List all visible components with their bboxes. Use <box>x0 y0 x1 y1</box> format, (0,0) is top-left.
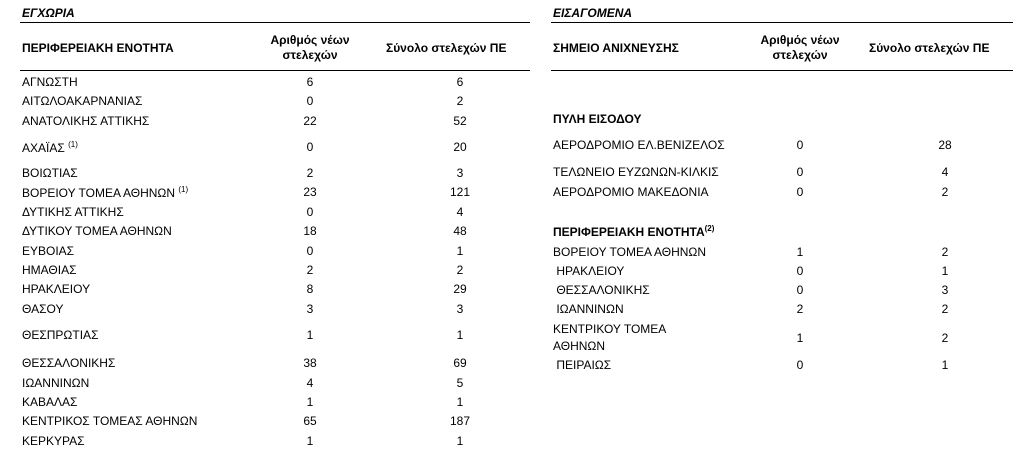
domestic-row-region-text: ΔΥΤΙΚΗΣ ΑΤΤΙΚΗΣ <box>22 205 124 219</box>
regional-unit-row-point: ΘΕΣΣΑΛΟΝΙΚΗΣ <box>553 283 650 297</box>
regional-unit-row-point: ΒΟΡΕΙΟΥ ΤΟΜΕΑ ΑΘΗΝΩΝ <box>553 245 707 259</box>
regional-unit-row-total: 1 <box>941 358 949 372</box>
domestic-row-total: 6 <box>456 75 464 89</box>
imported-header-rule <box>551 70 1013 71</box>
domestic-row-total: 3 <box>456 166 464 180</box>
entry-gate-row-point: ΤΕΛΩΝΕΙΟ ΕΥΖΩΝΩΝ-ΚΙΛΚΙΣ <box>553 165 719 179</box>
domestic-row-total: 2 <box>456 263 464 277</box>
regional-unit-row-total: 2 <box>941 331 949 345</box>
domestic-row-new: 65 <box>303 414 317 428</box>
domestic-row-region <box>22 224 172 238</box>
domestic-row-region-text: ΗΡΑΚΛΕΙΟΥ <box>22 282 91 296</box>
domestic-top-rule <box>20 22 530 23</box>
domestic-row-region <box>22 263 77 277</box>
domestic-row-region-text: ΚΕΡΚΥΡΑΣ <box>22 434 85 448</box>
regional-unit-row-new: 1 <box>796 245 804 259</box>
domestic-row-new: 1 <box>306 395 314 409</box>
domestic-row-region-text: ΚΑΒΑΛΑΣ <box>22 395 78 409</box>
domestic-row-footnote: (1) <box>178 185 189 194</box>
entry-gate-row-new: 0 <box>796 185 804 199</box>
domestic-row-total: 121 <box>449 185 471 199</box>
regional-unit-row-new: 0 <box>796 283 804 297</box>
regional-unit-row-point: ΗΡΑΚΛΕΙΟΥ <box>553 264 625 278</box>
imported-header-total: Σύνολο στελεχών ΠΕ <box>869 41 990 55</box>
domestic-row-new: 0 <box>306 94 314 108</box>
domestic-row-region-text: ΒΟΡΕΙΟΥ ΤΟΜΕΑ ΑΘΗΝΩΝ <box>22 186 176 200</box>
domestic-row-region <box>22 395 77 409</box>
domestic-row-total: 20 <box>453 140 467 154</box>
domestic-row-new: 4 <box>306 376 314 390</box>
domestic-row-total: 69 <box>453 356 467 370</box>
imported-top-rule <box>551 22 1013 23</box>
domestic-row-new: 0 <box>306 244 314 258</box>
domestic-row-region-text: ΔΥΤΙΚΟΥ ΤΟΜΕΑ ΑΘΗΝΩΝ <box>22 224 172 238</box>
domestic-row-region <box>22 376 89 390</box>
domestic-row-new: 18 <box>303 224 317 238</box>
domestic-row-region <box>22 185 188 200</box>
domestic-row-new: 22 <box>303 114 317 128</box>
domestic-row-total: 52 <box>453 114 467 128</box>
group-entry-gate-title: ΠΥΛΗ ΕΙΣΟΔΟΥ <box>553 112 642 126</box>
regional-unit-row-total: 2 <box>941 302 949 316</box>
domestic-row-total: 1 <box>456 328 464 342</box>
domestic-row-region <box>22 302 64 316</box>
group-regional-unit-footnote: (2) <box>704 224 715 233</box>
domestic-row-region-text: ΑΝΑΤΟΛΙΚΗΣ ΑΤΤΙΚΗΣ <box>22 114 150 128</box>
domestic-row-region <box>22 244 74 258</box>
regional-unit-row-total: 1 <box>941 264 949 278</box>
domestic-row-total: 3 <box>456 302 464 316</box>
domestic-row-new: 3 <box>306 302 314 316</box>
domestic-row-region <box>22 114 149 128</box>
domestic-row-region <box>22 434 85 448</box>
regional-unit-row-new: 1 <box>796 331 804 345</box>
entry-gate-row-point: ΑΕΡΟΔΡΟΜΙΟ ΜΑΚΕΔΟΝΙΑ <box>553 185 709 199</box>
domestic-row-region <box>22 414 197 428</box>
entry-gate-row-total: 4 <box>941 165 949 179</box>
domestic-row-region-text: ΘΕΣΠΡΩΤΙΑΣ <box>22 328 99 342</box>
domestic-row-region <box>22 94 142 108</box>
domestic-row-total: 48 <box>453 224 467 238</box>
domestic-row-region-text: ΚΕΝΤΡΙΚΟΣ ΤΟΜΕΑΣ ΑΘΗΝΩΝ <box>22 414 198 428</box>
domestic-row-region <box>22 282 90 296</box>
domestic-header-new <box>255 33 365 62</box>
domestic-row-new: 0 <box>306 140 314 154</box>
group-regional-unit-title <box>553 224 714 239</box>
domestic-row-total: 4 <box>456 205 464 219</box>
domestic-row-total: 5 <box>456 376 464 390</box>
domestic-row-footnote: (1) <box>68 140 78 149</box>
entry-gate-row-total: 28 <box>938 138 952 152</box>
domestic-row-new: 8 <box>306 282 314 296</box>
domestic-row-region-text: ΑΙΤΩΛΟΑΚΑΡΝΑΝΙΑΣ <box>22 94 143 108</box>
domestic-row-new: 0 <box>306 205 314 219</box>
regional-unit-row-new: 0 <box>796 358 804 372</box>
domestic-row-new: 1 <box>306 328 314 342</box>
domestic-row-new: 38 <box>303 356 317 370</box>
domestic-header-total: Σύνολο στελεχών ΠΕ <box>386 41 507 55</box>
domestic-header-region: ΠΕΡΙΦΕΡΕΙΑΚΗ ΕΝΟΤΗΤΑ <box>22 41 174 55</box>
imported-header-new-line1: Αριθμός νέων <box>760 33 840 47</box>
entry-gate-row-point: ΑΕΡΟΔΡΟΜΙΟ ΕΛ.ΒΕΝΙΖΕΛΟΣ <box>553 138 725 152</box>
domestic-row-region <box>22 75 78 89</box>
domestic-row-region <box>22 328 98 342</box>
domestic-row-total: 1 <box>456 434 464 448</box>
domestic-row-region-text: ΘΕΣΣΑΛΟΝΙΚΗΣ <box>22 356 116 370</box>
domestic-row-region-text: ΒΟΙΩΤΙΑΣ <box>22 166 78 180</box>
imported-header-new <box>745 33 855 62</box>
entry-gate-row-total: 2 <box>941 185 949 199</box>
group-regional-unit-text: ΠΕΡΙΦΕΡΕΙΑΚΗ ΕΝΟΤΗΤΑ <box>553 225 705 239</box>
domestic-row-region <box>22 140 78 155</box>
domestic-header-new-line1: Αριθμός νέων <box>270 33 350 47</box>
domestic-row-region <box>22 166 78 180</box>
domestic-row-total: 2 <box>456 94 464 108</box>
domestic-row-region-text: ΘΑΣΟΥ <box>22 302 64 316</box>
domestic-row-region <box>22 356 115 370</box>
domestic-row-total: 187 <box>449 414 471 428</box>
domestic-header-rule <box>20 70 530 71</box>
domestic-row-new: 2 <box>306 263 314 277</box>
regional-unit-row-point: ΚΕΝΤΡΙΚΟΥ ΤΟΜΕΑ <box>553 322 667 336</box>
entry-gate-row-new: 0 <box>796 165 804 179</box>
domestic-section-title: ΕΓΧΩΡΙΑ <box>22 6 75 20</box>
imported-section-title: ΕΙΣΑΓΟΜΕΝΑ <box>553 6 633 20</box>
regional-unit-row-new: 2 <box>796 302 804 316</box>
domestic-row-region-text: ΙΩΑΝΝΙΝΩΝ <box>22 376 90 390</box>
domestic-header-new-line2: στελεχών <box>282 48 338 62</box>
regional-unit-row-total: 3 <box>941 283 949 297</box>
domestic-row-region-text: ΕΥΒΟΙΑΣ <box>22 244 75 258</box>
domestic-row-new: 2 <box>306 166 314 180</box>
domestic-row-region-text: ΑΧΑΪΑΣ <box>22 141 65 155</box>
domestic-row-total: 29 <box>453 282 467 296</box>
regional-unit-row-point: ΙΩΑΝΝΙΝΩΝ <box>553 302 624 316</box>
domestic-row-total: 1 <box>456 395 464 409</box>
domestic-row-region-text: ΑΓΝΩΣΤΗ <box>22 75 78 89</box>
regional-unit-row-point: ΠΕΙΡΑΙΩΣ <box>553 358 612 372</box>
regional-unit-row-new: 0 <box>796 264 804 278</box>
regional-unit-row-point-cont: ΑΘΗΝΩΝ <box>553 339 606 353</box>
regional-unit-row-total: 2 <box>941 245 949 259</box>
domestic-row-region <box>22 205 124 219</box>
domestic-row-new: 6 <box>306 75 314 89</box>
domestic-row-new: 23 <box>303 185 317 199</box>
domestic-row-new: 1 <box>306 434 314 448</box>
domestic-row-total: 1 <box>456 244 464 258</box>
imported-header-new-line2: στελεχών <box>772 48 828 62</box>
imported-header-point: ΣΗΜΕΙΟ ΑΝΙΧΝΕΥΣΗΣ <box>553 41 679 55</box>
domestic-row-region-text: ΗΜΑΘΙΑΣ <box>22 263 77 277</box>
entry-gate-row-new: 0 <box>796 138 804 152</box>
